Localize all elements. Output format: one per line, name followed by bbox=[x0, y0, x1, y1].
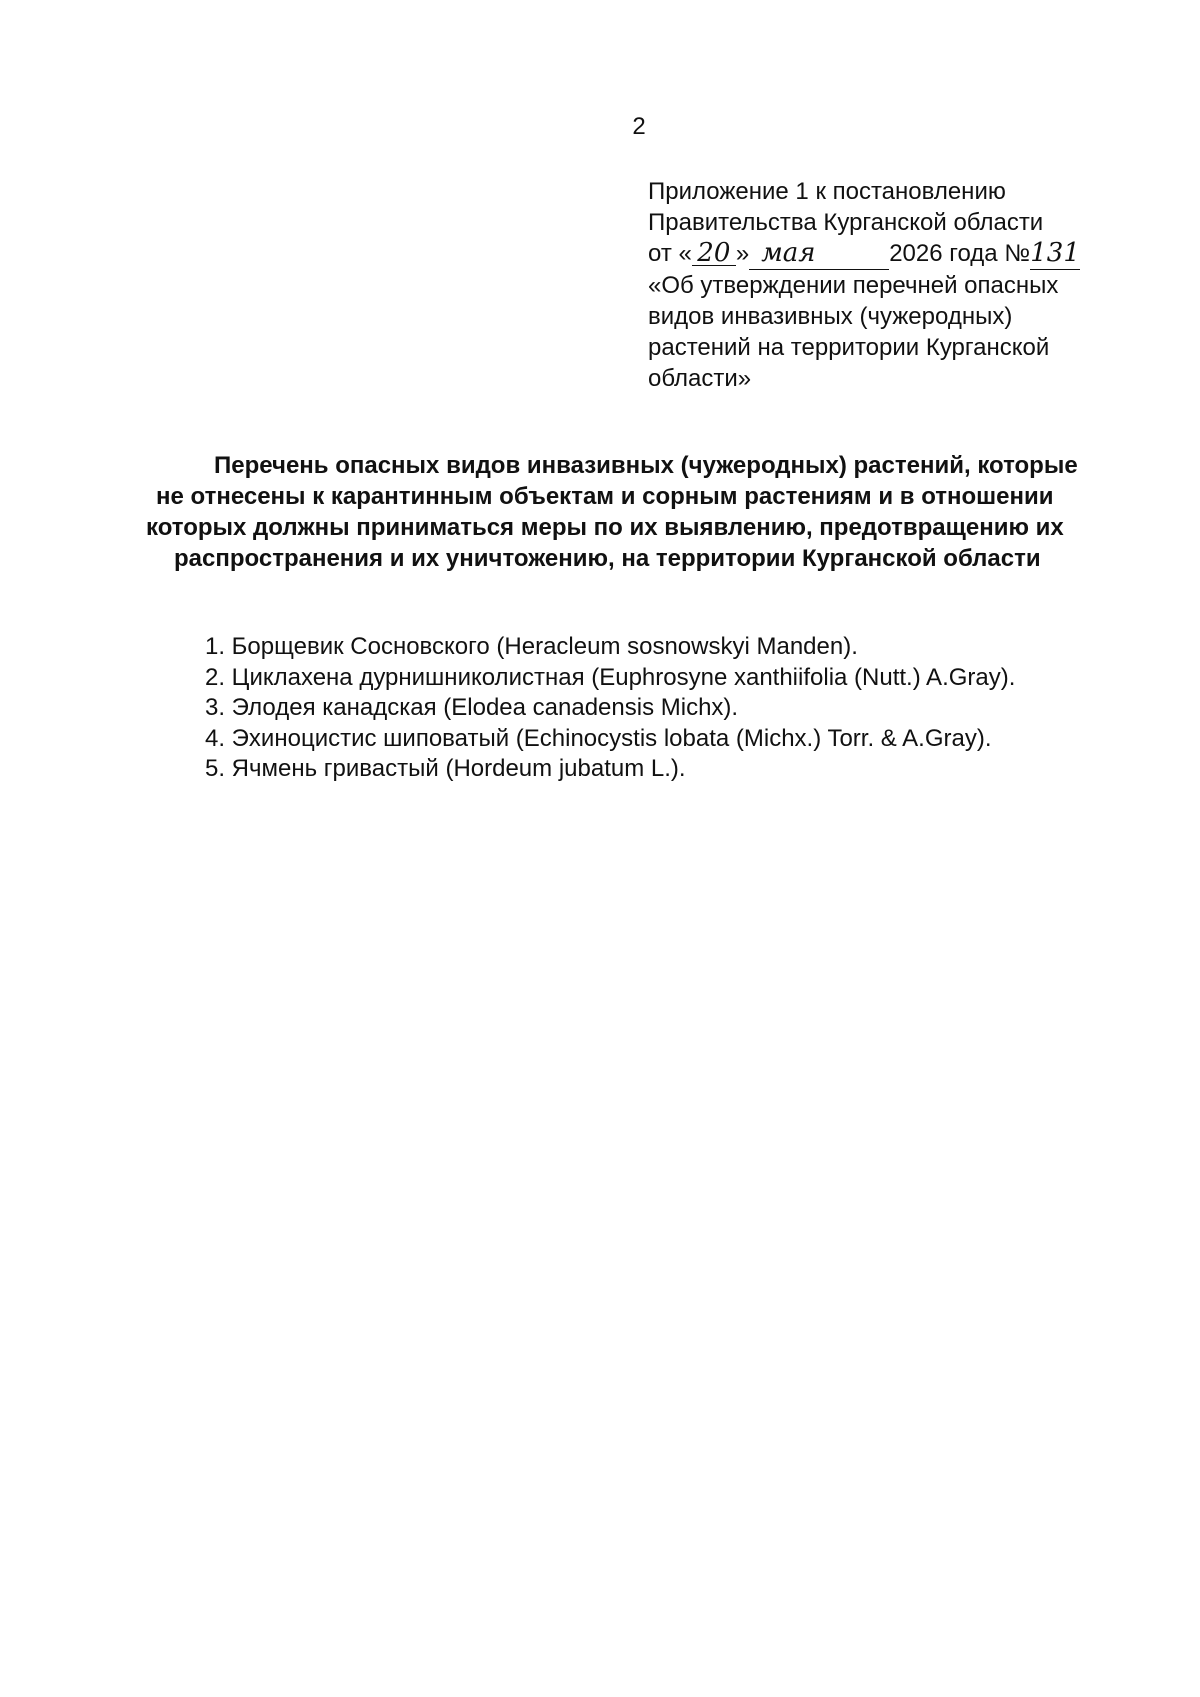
appendix-date-line bbox=[648, 238, 1118, 270]
list-item: 3. Элодея канадская (Elodea canadensis Michx). bbox=[205, 694, 739, 721]
appendix-line-6: растений на территории Курганской bbox=[648, 334, 1050, 361]
appendix-header bbox=[648, 176, 1118, 394]
appendix-line-5: видов инвазивных (чужеродных) bbox=[648, 303, 1013, 330]
title-line-1: Перечень опасных видов инвазивных (чужеродных) растений, которые bbox=[214, 452, 1078, 479]
date-prefix: от « bbox=[648, 240, 692, 267]
title-line-4: распространения и их уничтожению, на территории Курганской области bbox=[174, 545, 1041, 572]
handwritten-day: 20 bbox=[692, 241, 736, 266]
list-item: 1. Борщевик Сосновского (Heracleum sosnowskyi Manden). bbox=[205, 633, 858, 660]
title-line-3: которых должны приниматься меры по их выявлению, предотвращению их bbox=[146, 514, 1064, 541]
list-item: 2. Циклахена дурнишниколистная (Euphrosyne xanthiifolia (Nutt.) A.Gray). bbox=[205, 663, 1016, 691]
title-line-2: не отнесены к карантинным объектам и сорным растениям и в отношении bbox=[156, 483, 1054, 510]
date-year: 2026 года № bbox=[889, 240, 1031, 267]
appendix-line-4: «Об утверждении перечней опасных bbox=[648, 272, 1059, 299]
page-number: 2 bbox=[632, 113, 646, 140]
appendix-line-2: Правительства Курганской области bbox=[648, 209, 1044, 236]
document-title bbox=[130, 450, 1140, 574]
list-item: 5. Ячмень гривастый (Hordeum jubatum L.). bbox=[205, 755, 686, 782]
handwritten-doc-number: 131 bbox=[1030, 238, 1080, 268]
appendix-line-1: Приложение 1 к постановлению bbox=[648, 178, 1006, 205]
appendix-line-7: области» bbox=[648, 365, 752, 392]
date-mid: » bbox=[735, 240, 750, 267]
handwritten-month: мая bbox=[749, 238, 889, 270]
list-item: 4. Эхиноцистис шиповатый (Echinocystis lobata (Michx.) Torr. & A.Gray). bbox=[205, 724, 992, 752]
species-list bbox=[205, 632, 1105, 785]
